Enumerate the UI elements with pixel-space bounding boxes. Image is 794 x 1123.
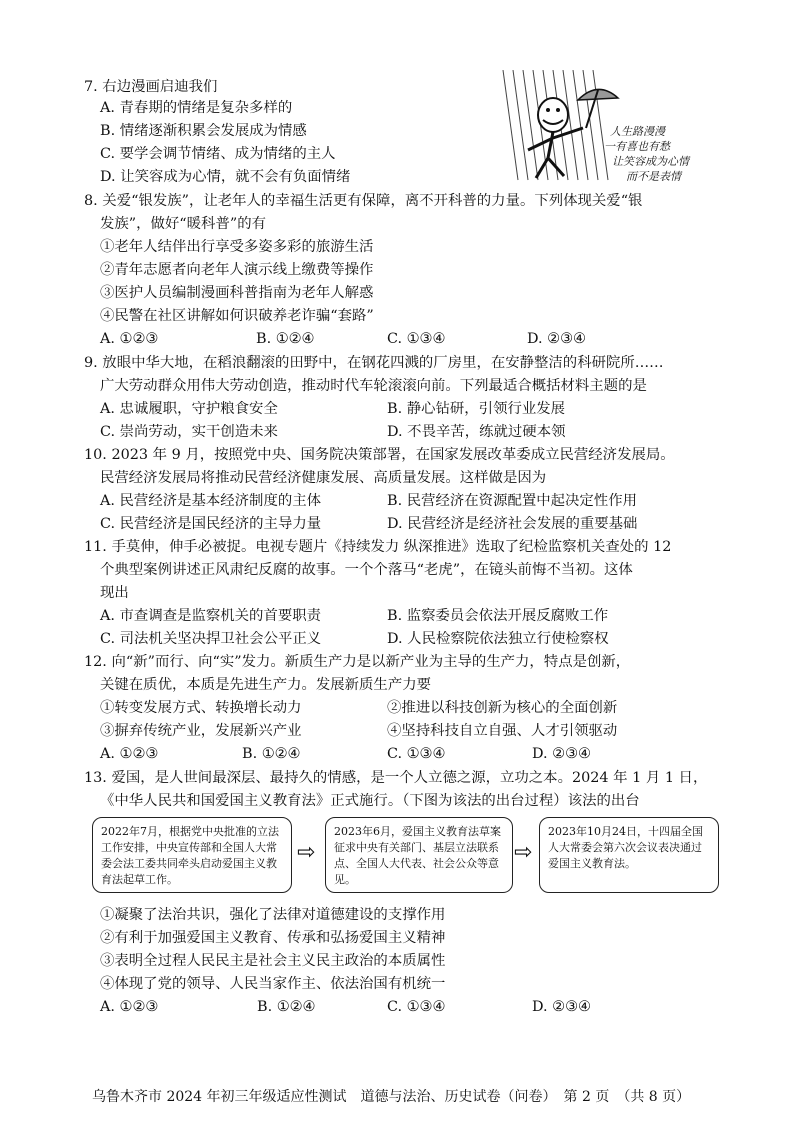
arrow-right-icon: ⇨ [297,840,316,865]
q13-statement-3: ③表明全过程人民民主是社会主义民主政治的本质属性 [100,953,446,969]
q8-option-a[interactable]: A. ①②③ [100,331,159,347]
q9-option-b[interactable]: B. 静心钻研，引领行业发展 [387,401,566,417]
q8-stem-line2: 发族”，做好“暖科普”的有 [100,216,266,232]
cartoon-illustration [498,70,723,190]
q12-statement-4: ④坚持科技自立自强、人才引领驱动 [387,723,618,739]
q13-stem-line1: 13. 爱国，是人世间最深层、最持久的情感，是一个人立德之源，立功之本。2024 年 1 月 1 日， [84,770,708,786]
q7-option-c[interactable]: C. 要学会调节情绪、成为情绪的主人 [100,146,336,162]
cartoon-caption-3: 让笑容成为心情 [612,155,689,168]
q8-statement-3: ③医护人员编制漫画科普指南为老年人解惑 [100,285,374,301]
q12-statement-3: ③摒弃传统产业，发展新兴产业 [100,723,302,739]
q12-option-b[interactable]: B. ①②④ [242,746,301,762]
q10-option-c[interactable]: C. 民营经济是国民经济的主导力量 [100,516,322,532]
page-footer: 乌鲁木齐市 2024 年初三年级适应性测试 道德与法治、历史试卷（问卷） 第 2 页 （共 8 页） [92,1089,691,1105]
process-box-3: 2023年10月24日，十四届全国人大常委会第六次会议表决通过爱国主义教育法。 [539,817,719,893]
q7-option-d[interactable]: D. 让笑容成为心情，就不会有负面情绪 [100,169,351,185]
q13-statement-2: ②有利于加强爱国主义教育、传承和弘扬爱国主义精神 [100,930,446,946]
q13-statement-4: ④体现了党的领导、人民当家作主、依法治国有机统一 [100,976,446,992]
q12-stem-line1: 12. 向“新”而行、向“实”发力。新质生产力是以新产业为主导的生产力，特点是创新， [84,654,631,670]
q7-option-b[interactable]: B. 情绪逐渐积累会发展成为情感 [100,123,307,139]
q11-stem-line2: 个典型案例讲述正风肃纪反腐的故事。一个个落马“老虎”，在镜头前悔不当初。这体 [100,562,633,578]
q9-option-d[interactable]: D. 不畏辛苦，练就过硬本领 [387,424,566,440]
cartoon-caption-1: 人生路漫漫 [610,125,665,138]
q8-option-d[interactable]: D. ②③④ [527,331,586,347]
process-box-1: 2022年7月，根据党中央批准的立法工作安排，中央宣传部和全国人大常委会法工委共同牵头启动爱国主义教育法起草工作。 [92,817,292,893]
q10-option-b[interactable]: B. 民营经济在资源配置中起决定性作用 [387,493,637,509]
q10-option-d[interactable]: D. 民营经济是经济社会发展的重要基础 [387,516,638,532]
q8-statement-2: ②青年志愿者向老年人演示线上缴费等操作 [100,262,374,278]
cartoon-caption-2: 一有喜也有愁 [604,140,670,153]
arrow-right-icon: ⇨ [514,840,533,865]
q11-option-b[interactable]: B. 监察委员会依法开展反腐败工作 [387,608,609,624]
q12-option-a[interactable]: A. ①②③ [100,746,159,762]
q8-statement-4: ④民警在社区讲解如何识破养老诈骗“套路” [100,308,374,324]
q13-option-b[interactable]: B. ①②④ [257,999,316,1015]
q10-stem-line2: 民营经济发展局将推动民营经济健康发展、高质量发展。这样做是因为 [100,470,547,486]
q13-option-d[interactable]: D. ②③④ [532,999,591,1015]
q12-option-c[interactable]: C. ①③④ [387,746,446,762]
q7-option-a[interactable]: A. 青春期的情绪是复杂多样的 [100,100,293,116]
q10-stem-line1: 10. 2023 年 9 月，按照党中央、国务院决策部署，在国家发展改革委成立民营经济发展局。 [84,447,675,463]
q13-statement-1: ①凝聚了法治共识，强化了法律对道德建设的支撑作用 [100,907,446,923]
process-box-2: 2023年6月，爱国主义教育法草案征求中央有关部门、基层立法联系点、全国人大代表、社会公众等意见。 [325,817,513,893]
q12-statement-2: ②推进以科技创新为核心的全面创新 [387,700,618,716]
q13-stem-line2: 《中华人民共和国爱国主义教育法》正式施行。（下图为该法的出台过程）该法的出台 [100,793,640,809]
q12-option-d[interactable]: D. ②③④ [532,746,591,762]
q12-statement-1: ①转变发展方式、转换增长动力 [100,700,302,716]
q8-option-c[interactable]: C. ①③④ [387,331,446,347]
q11-stem-line1: 11. 手莫伸，伸手必被捉。电视专题片《持续发力 纵深推进》选取了纪检监察机关查处的 12 [84,539,672,555]
q8-stem-line1: 8. 关爱“银发族”，让老年人的幸福生活更有保障，离不开科普的力量。下列体现关爱“银 [84,193,643,209]
q9-option-c[interactable]: C. 崇尚劳动，实干创造未来 [100,424,278,440]
q10-option-a[interactable]: A. 民营经济是基本经济制度的主体 [100,493,322,509]
q13-option-a[interactable]: A. ①②③ [100,999,159,1015]
q11-stem-line3: 现出 [100,585,129,601]
q8-option-b[interactable]: B. ①②④ [256,331,315,347]
q9-stem-line1: 9. 放眼中华大地，在稻浪翻滚的田野中，在钢花四溅的厂房里，在安静整洁的科研院所…… [84,355,664,371]
q13-option-c[interactable]: C. ①③④ [387,999,446,1015]
q12-stem-line2: 关键在质优，本质是先进生产力。发展新质生产力要 [100,677,431,693]
q9-stem-line2: 广大劳动群众用伟大劳动创造，推动时代车轮滚滚向前。下列最适合概括材料主题的是 [100,378,647,394]
q11-option-c[interactable]: C. 司法机关坚决捍卫社会公平正义 [100,631,322,647]
q11-option-a[interactable]: A. 市查调查是监察机关的首要职责 [100,608,322,624]
q11-option-d[interactable]: D. 人民检察院依法独立行使检察权 [387,631,609,647]
cartoon-caption-4: 而不是表情 [626,170,681,183]
q9-option-a[interactable]: A. 忠诚履职，守护粮食安全 [100,401,278,417]
q7-stem: 7. 右边漫画启迪我们 [84,79,218,95]
q8-statement-1: ①老年人结伴出行享受多姿多彩的旅游生活 [100,239,374,255]
